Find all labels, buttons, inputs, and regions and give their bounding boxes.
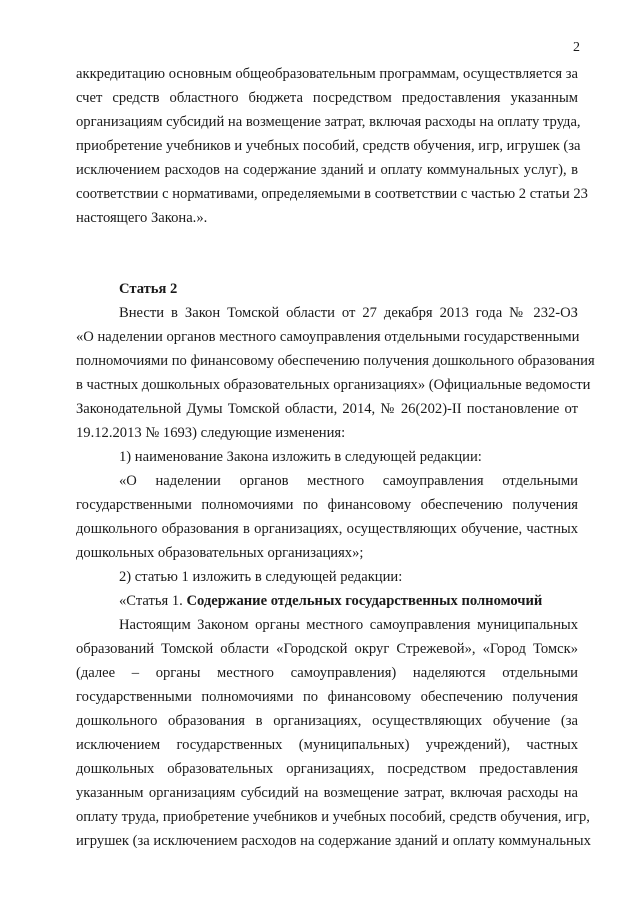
text-line: (далее – органы местного самоуправления) наделяются отдельными bbox=[76, 665, 578, 681]
text-line: дошкольного образования в организациях, осуществляющих обучение (за bbox=[76, 713, 578, 729]
text-line: организациям субсидий на возмещение затрат, включая расходы на оплату труда, bbox=[76, 114, 581, 130]
text-line: исключением расходов на содержание зданий и оплату коммунальных услуг), в bbox=[76, 162, 578, 178]
text-line: 1) наименование Закона изложить в следующей редакции: bbox=[119, 449, 482, 465]
paragraph bbox=[76, 469, 578, 565]
text-line: Настоящим Законом органы местного самоуправления муниципальных bbox=[119, 617, 578, 633]
document-body bbox=[76, 62, 595, 853]
text-line: государственными полномочиями по финансовому обеспечению получения bbox=[76, 497, 578, 513]
text-line: 2) статью 1 изложить в следующей редакции: bbox=[119, 569, 403, 585]
text-line: соответствии с нормативами, определяемыми в соответствии с частью 2 статьи 23 bbox=[76, 186, 588, 202]
article-prefix: «Статья 1. bbox=[119, 593, 187, 609]
text-line: полномочиями по финансовому обеспечению получения дошкольного образования bbox=[76, 353, 595, 369]
text-line: аккредитацию основным общеобразовательным программам, осуществляется за bbox=[76, 66, 578, 82]
text-line: 19.12.2013 № 1693) следующие изменения: bbox=[76, 425, 346, 441]
text-line: приобретение учебников и учебных пособий, средств обучения, игр, игрушек (за bbox=[76, 138, 581, 154]
article-heading: Статья 2 bbox=[119, 281, 178, 297]
text-line: «О наделении органов местного самоуправления отдельными государственными bbox=[76, 329, 580, 345]
text-line: дошкольного образования в организациях, осуществляющих обучение, частных bbox=[76, 521, 578, 537]
paragraph bbox=[76, 613, 591, 853]
text-line: счет средств областного бюджета посредством предоставления указанным bbox=[76, 90, 578, 106]
text-line: исключением государственных (муниципальных) учреждений), частных bbox=[76, 737, 578, 753]
text-line: дошкольных образовательных организациях»; bbox=[76, 545, 364, 561]
text-line: Законодательной Думы Томской области, 2014, № 26(202)-II постановление от bbox=[76, 401, 578, 417]
text-line: государственными полномочиями по финансовому обеспечению получения bbox=[76, 689, 578, 705]
article-title-line bbox=[76, 589, 578, 613]
spacer bbox=[76, 230, 578, 277]
text-line: игрушек (за исключением расходов на содержание зданий и оплату коммунальных bbox=[76, 833, 591, 849]
page-number: 2 bbox=[573, 40, 580, 55]
article-title: Содержание отдельных государственных полномочий bbox=[186, 593, 543, 609]
text-line: в частных дошкольных образовательных организациях» (Официальные ведомости bbox=[76, 377, 591, 393]
paragraph bbox=[76, 62, 588, 230]
text-line: Внести в Закон Томской области от 27 декабря 2013 года № 232-ОЗ bbox=[119, 305, 578, 321]
text-line: образований Томской области «Городской округ Стрежевой», «Город Томск» bbox=[76, 641, 578, 657]
text-line: дошкольных образовательных организациях, посредством предоставления bbox=[76, 761, 578, 777]
text-line: настоящего Закона.». bbox=[76, 210, 208, 226]
text-line: указанным организациям субсидий на возмещение затрат, включая расходы на bbox=[76, 785, 578, 801]
text-line: оплату труда, приобретение учебников и учебных пособий, средств обучения, игр, bbox=[76, 809, 590, 825]
text-line: «О наделении органов местного самоуправления отдельными bbox=[119, 473, 578, 489]
paragraph bbox=[76, 301, 595, 445]
